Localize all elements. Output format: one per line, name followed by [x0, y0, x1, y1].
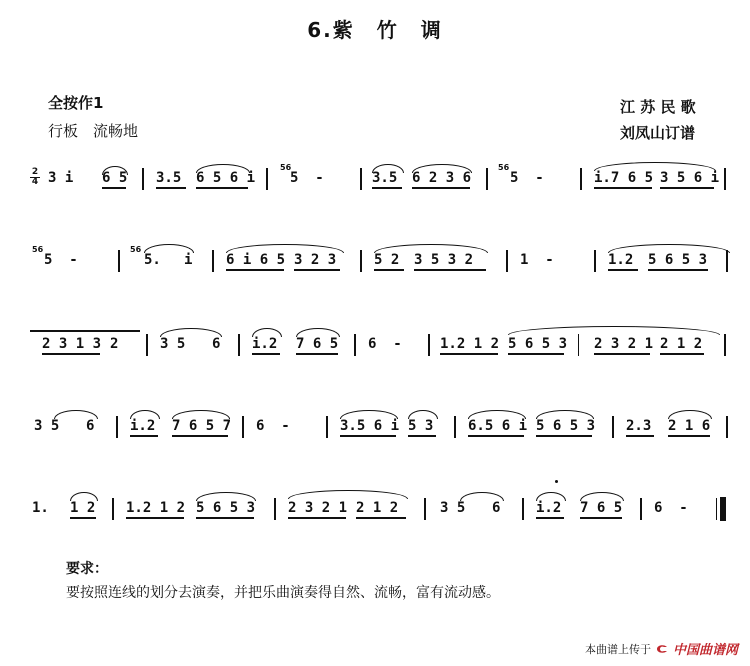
arranger-label: 刘凤山订谱 [620, 124, 696, 142]
beam [626, 435, 654, 437]
note-group: 6 5 [102, 170, 128, 186]
beam [288, 517, 346, 519]
time-signature: 2 4 [31, 167, 39, 187]
beam [508, 353, 564, 355]
beam [372, 187, 402, 189]
slur [340, 410, 398, 419]
note-group: 6 [212, 336, 221, 352]
requirements-text: 要按照连线的划分去演奏，并把乐曲演奏得自然、流畅，富有流动感。 [66, 585, 500, 601]
grace-note: 56 [32, 245, 44, 254]
note-group: 5 6 5 3 [536, 418, 596, 434]
final-barline-thin [716, 498, 717, 520]
slur [580, 492, 624, 501]
note-group: 1 - [520, 252, 554, 268]
beam [414, 269, 486, 271]
beam [408, 435, 436, 437]
note-group: 2 [110, 336, 119, 352]
beam [356, 517, 406, 519]
note-group: 2.3 [626, 418, 652, 434]
note-group: 3 5 [440, 500, 466, 516]
beam [42, 353, 100, 355]
beam [374, 269, 404, 271]
barline [640, 498, 642, 520]
barline [726, 250, 728, 272]
beam [126, 517, 184, 519]
barline [594, 250, 596, 272]
note-group: 2 3 1 3 [42, 336, 102, 352]
note-group: 7 6 5 7 [172, 418, 232, 434]
slur [130, 410, 160, 419]
note-group: 2 1 6 [668, 418, 711, 434]
slur [252, 328, 282, 337]
beam [172, 435, 228, 437]
note-group: 5 6 5 3 [508, 336, 568, 352]
beam [226, 269, 284, 271]
beam [468, 435, 524, 437]
slur [160, 328, 222, 337]
barline [238, 334, 240, 356]
slur [288, 490, 408, 499]
beam [608, 269, 638, 271]
note-group: 6.5 6 i [468, 418, 528, 434]
note-group: i.2 [536, 500, 562, 516]
slur [54, 410, 98, 419]
beam [594, 353, 650, 355]
slur [460, 492, 504, 501]
slur [296, 328, 340, 337]
slur [608, 244, 730, 253]
beam [668, 435, 710, 437]
note-group: 7 6 5 [580, 500, 623, 516]
note-group: 6 5 6 i [196, 170, 256, 186]
note-group: 5 - [290, 170, 324, 186]
note-group: 3 i [48, 170, 74, 186]
note-group: 3 5 [34, 418, 60, 434]
beam [660, 353, 704, 355]
note-group: 2 1 2 [660, 336, 703, 352]
slur [412, 164, 472, 173]
note-group: 6 - [256, 418, 290, 434]
note-group: 5 - [510, 170, 544, 186]
note-group: i.2 [130, 418, 156, 434]
note-group: 3 2 3 [294, 252, 337, 268]
score-line-4 [0, 412, 750, 452]
barline [326, 416, 328, 438]
note-group: i.2 [252, 336, 278, 352]
note-group: i.7 6 5 [594, 170, 654, 186]
barline [354, 334, 356, 356]
note-group: 1.2 1 2 [126, 500, 186, 516]
note-group: 5. [144, 252, 161, 268]
beam [594, 187, 652, 189]
barline [724, 168, 726, 190]
slur [70, 492, 98, 501]
site-logo-text[interactable]: 中国曲谱网 [672, 643, 738, 658]
score-line-2 [0, 245, 750, 288]
note-group: 6 i 6 5 [226, 252, 286, 268]
barline [274, 498, 276, 520]
origin-label: 江 苏 民 歌 [620, 98, 696, 116]
slur [408, 410, 438, 419]
note-group: 2 1 2 [356, 500, 399, 516]
note-group: 5 - [44, 252, 78, 268]
beam [340, 435, 396, 437]
beam [130, 435, 158, 437]
barline [146, 334, 148, 356]
barline [724, 334, 726, 356]
barline [726, 416, 728, 438]
final-barline-thick [720, 497, 726, 521]
beam [648, 269, 708, 271]
note-group: 3 5 [160, 336, 186, 352]
slur [102, 166, 128, 175]
barline [578, 334, 579, 356]
barline [612, 416, 614, 438]
slur [508, 326, 720, 335]
barline [580, 168, 582, 190]
score-line-3 [0, 330, 750, 370]
beam [196, 187, 248, 189]
slur [196, 492, 256, 501]
barline [360, 168, 362, 190]
barline [142, 168, 144, 190]
beam [156, 187, 186, 189]
note-group: 1 2 [70, 500, 96, 516]
tie-continuation [30, 330, 140, 332]
high-octave-dot [555, 480, 558, 483]
beam [296, 353, 338, 355]
barline [212, 250, 214, 272]
slur [468, 410, 526, 419]
beam [580, 517, 622, 519]
grace-note: 56 [498, 163, 510, 172]
note-group: 6 [86, 418, 95, 434]
slur [196, 164, 250, 173]
barline [486, 168, 488, 190]
note-group: 1. [32, 500, 49, 516]
note-group: 6 [492, 500, 501, 516]
beam [252, 353, 280, 355]
beam [536, 517, 564, 519]
note-group: i [184, 252, 193, 268]
barline [242, 416, 244, 438]
barline [454, 416, 456, 438]
barline [506, 250, 508, 272]
note-group: 3 5 6 i [660, 170, 720, 186]
slur [372, 164, 404, 173]
footer [585, 639, 738, 658]
note-group: 3 5 3 2 [414, 252, 474, 268]
note-group: 6 - [654, 500, 688, 516]
note-group: 3.5 [372, 170, 398, 186]
note-group: 7 6 5 [296, 336, 339, 352]
barline [424, 498, 426, 520]
barline [360, 250, 362, 272]
note-group: 2 3 2 1 [594, 336, 654, 352]
barline [428, 334, 430, 356]
site-logo-icon [655, 643, 669, 655]
grace-note: 56 [130, 245, 142, 254]
beam [294, 269, 340, 271]
note-group: 1.2 1 2 [440, 336, 500, 352]
beam [196, 517, 254, 519]
upload-note: 本曲谱上传于 [584, 642, 651, 656]
note-group: 5 6 5 3 [196, 500, 256, 516]
note-group: 6 2 3 6 [412, 170, 472, 186]
page-title: 6.紫 竹 调 [307, 18, 443, 42]
barline [118, 250, 120, 272]
note-group: 5 6 5 3 [648, 252, 708, 268]
slur [668, 410, 712, 419]
note-group: 5 2 [374, 252, 400, 268]
barline [116, 416, 118, 438]
beam [102, 187, 126, 189]
barline [112, 498, 114, 520]
slur [226, 244, 344, 253]
note-group: 3.5 [156, 170, 182, 186]
slur [144, 244, 194, 253]
note-group: 2 3 2 1 [288, 500, 348, 516]
note-group: 1.2 [608, 252, 634, 268]
section-label: 全按作1 [48, 94, 104, 112]
slur [536, 410, 594, 419]
beam [70, 517, 96, 519]
slur [172, 410, 230, 419]
requirements-label: 要求： [66, 561, 108, 577]
beam [440, 353, 498, 355]
slur [536, 492, 566, 501]
note-group: 5 3 [408, 418, 434, 434]
note-group: 6 - [368, 336, 402, 352]
beam [536, 435, 592, 437]
slur [594, 162, 716, 171]
barline [522, 498, 524, 520]
score-line-1 [0, 163, 750, 206]
tempo-marking: 行板 流畅地 [48, 122, 139, 140]
barline [266, 168, 268, 190]
score-line-5 [0, 494, 750, 534]
slur [374, 244, 488, 253]
beam [412, 187, 470, 189]
note-group: 3.5 6 i [340, 418, 400, 434]
beam [660, 187, 714, 189]
grace-note: 56 [280, 163, 292, 172]
